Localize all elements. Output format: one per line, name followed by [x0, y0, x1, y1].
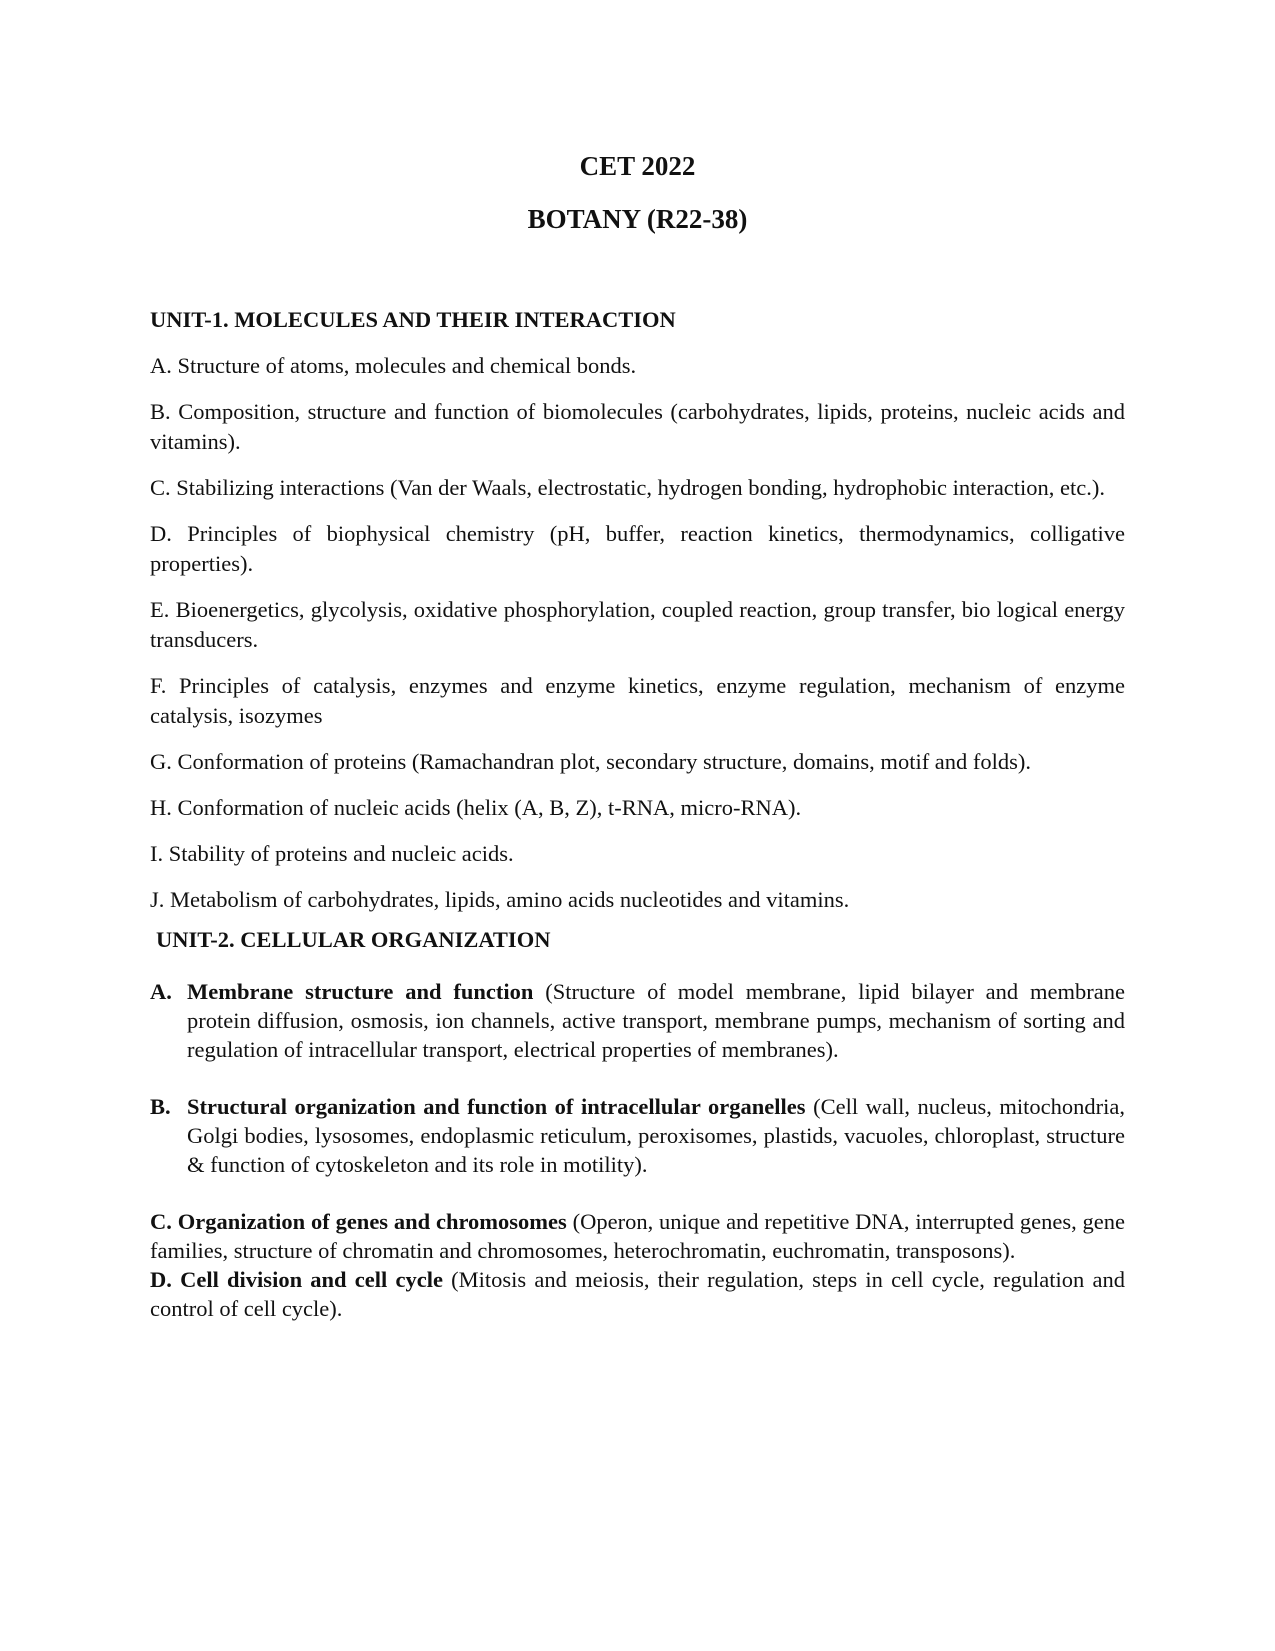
unit-2-item-c: [150, 1207, 1125, 1265]
document-subtitle: BOTANY (R22-38): [527, 204, 748, 234]
unit-1-item-e: E. Bioenergetics, glycolysis, oxidative phosphorylation, coupled reaction, group transfer, bio logical energy transducers.: [150, 597, 1125, 652]
unit-2-item-b: [150, 1092, 1125, 1179]
item-text: (Structure of model membrane, lipid bilayer and membrane protein diffusion, osmosis, ion channels, active transport, membrane pumps, mechanism of sorting and regulation of intracellular transport, electrical properties of membranes).: [187, 979, 1125, 1062]
unit-1-item-b: B. Composition, structure and function of biomolecules (carbohydrates, lipids, proteins, nucleic acids and vitamins).: [150, 399, 1125, 454]
unit-2-heading: UNIT-2. CELLULAR ORGANIZATION: [156, 927, 551, 952]
item-title: Structural organization and function of intracellular organelles: [187, 1094, 806, 1119]
item-text: (Operon, unique and repetitive DNA, interrupted genes, gene families, structure of chromatin and chromosomes, heterochromatin, euchromatin, transposons).: [150, 1209, 1126, 1263]
unit-2-list: [150, 977, 1125, 1179]
unit-1-item-h: H. Conformation of nucleic acids (helix (A, B, Z), t-RNA, micro-RNA).: [150, 795, 802, 820]
unit-1-item-g: G. Conformation of proteins (Ramachandran plot, secondary structure, domains, motif and folds).: [150, 749, 1032, 774]
item-marker: C.: [150, 1209, 172, 1234]
item-title: Cell division and cell cycle: [180, 1267, 443, 1292]
item-marker: D.: [150, 1267, 172, 1292]
unit-1-section: [150, 305, 1125, 915]
unit-1-item-f: F. Principles of catalysis, enzymes and enzyme kinetics, enzyme regulation, mechanism of enzyme catalysis, isozymes: [150, 673, 1125, 728]
list-marker: A.: [150, 979, 172, 1004]
item-text: (Cell wall, nucleus, mitochondria, Golgi bodies, lysosomes, endoplasmic reticulum, peroxisomes, plastids, vacuoles, chloroplast, structure & function of cytoskeleton and its role in motility).: [187, 1094, 1125, 1177]
unit-1-item-c: C. Stabilizing interactions (Van der Waals, electrostatic, hydrogen bonding, hydrophobic interaction, etc.).: [150, 475, 1106, 500]
unit-1-item-i: I. Stability of proteins and nucleic acids.: [150, 841, 514, 866]
list-marker: B.: [150, 1094, 171, 1119]
unit-1-item-a: A. Structure of atoms, molecules and chemical bonds.: [150, 353, 637, 378]
unit-1-item-d: D. Principles of biophysical chemistry (pH, buffer, reaction kinetics, thermodynamics, colligative properties).: [150, 521, 1125, 576]
syllabus-content: [150, 305, 1125, 1323]
unit-2-item-a: [150, 977, 1125, 1064]
item-title: Membrane structure and function: [187, 979, 534, 1004]
item-title: Organization of genes and chromosomes: [177, 1209, 567, 1234]
document-title: CET 2022: [579, 151, 696, 181]
item-text: (Mitosis and meiosis, their regulation, steps in cell cycle, regulation and control of cell cycle).: [150, 1267, 1125, 1321]
unit-2-section: [150, 925, 1125, 1323]
unit-2-item-d: [150, 1265, 1125, 1323]
unit-1-item-j: J. Metabolism of carbohydrates, lipids, amino acids nucleotides and vitamins.: [150, 887, 850, 912]
unit-1-heading: UNIT-1. MOLECULES AND THEIR INTERACTION: [150, 307, 676, 332]
